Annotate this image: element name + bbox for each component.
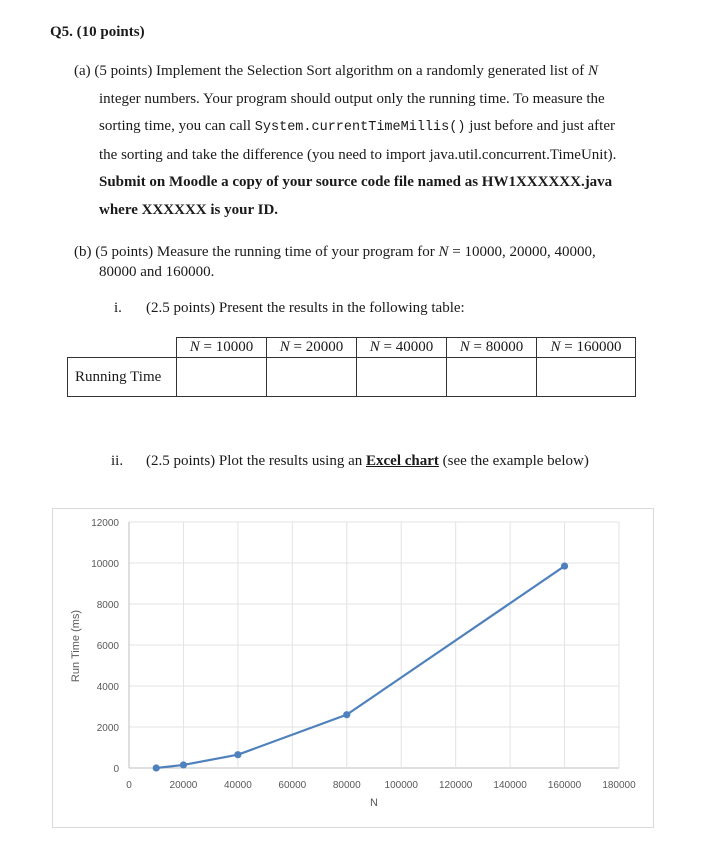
data-point	[153, 764, 160, 771]
data-point	[561, 562, 568, 569]
x-tick-label: 120000	[438, 780, 473, 791]
table-header: N = 10000	[177, 338, 267, 358]
x-tick-labels	[126, 780, 636, 791]
table-header: N = 40000	[357, 338, 447, 358]
part-b-line-1-pre: (b) (5 points) Measure the running time of your program for	[74, 244, 439, 260]
sub-ii-pre: (2.5 points) Plot the results using an	[146, 453, 366, 469]
x-tick-label: 60000	[278, 780, 307, 791]
excel-chart-link[interactable]: Excel chart	[366, 453, 439, 469]
var-n-b: N	[438, 244, 449, 260]
data-point	[180, 761, 187, 768]
part-a-line-4: the sorting and take the difference (you need to import java.util.concurrent.TimeUnit).	[99, 146, 617, 163]
x-axis-label: N	[370, 797, 378, 809]
table-header: N = 160000	[537, 338, 636, 358]
part-a-line-1: (a) (5 points) Implement the Selection Sort algorithm on a randomly generated list of	[74, 63, 589, 79]
table-header: N = 80000	[447, 338, 537, 358]
sub-ii-post: (see the example below)	[438, 453, 589, 469]
part-b-line-1-post: = 10000, 20000, 40000,	[448, 244, 596, 260]
y-tick-label: 0	[113, 764, 119, 775]
x-tick-label: 80000	[332, 780, 361, 791]
sub-i-number: i.	[114, 300, 122, 316]
y-tick-labels	[91, 518, 119, 775]
data-point	[234, 751, 241, 758]
part-a-line-3-post: just before and just after	[465, 118, 615, 134]
y-tick-label: 2000	[96, 723, 119, 734]
x-tick-label: 180000	[602, 780, 636, 791]
y-tick-label: 12000	[91, 518, 119, 529]
y-axis-label: Run Time (ms)	[70, 609, 82, 683]
var-n: N	[588, 63, 599, 79]
x-tick-label: 40000	[223, 780, 252, 791]
sub-i-text: (2.5 points) Present the results in the following table:	[146, 300, 465, 316]
question-title: Q5. (10 points)	[50, 24, 145, 40]
series-run-time	[153, 562, 569, 771]
part-a-line-5: Submit on Moodle a copy of your source code file named as HW1XXXXXX.java	[99, 174, 613, 190]
part-a-line-6: where XXXXXX is your ID.	[99, 201, 279, 218]
sub-ii-number: ii.	[111, 453, 124, 469]
series-line	[156, 566, 564, 768]
y-tick-label: 8000	[96, 600, 119, 611]
x-tick-label: 140000	[493, 780, 527, 791]
y-tick-label: 10000	[91, 559, 119, 570]
x-tick-label: 20000	[169, 780, 198, 791]
table-header: N = 20000	[267, 338, 357, 358]
x-tick-label: 100000	[384, 780, 418, 791]
row-label: Running Time	[68, 358, 177, 397]
part-b-line-2: 80000 and 160000.	[99, 264, 215, 280]
x-tick-label: 160000	[547, 780, 582, 791]
y-tick-label: 6000	[96, 641, 119, 652]
data-point	[343, 711, 350, 718]
y-tick-label: 4000	[96, 682, 119, 693]
x-tick-label: 0	[126, 780, 132, 791]
code-snippet: System.currentTimeMillis()	[254, 120, 466, 135]
part-a-line-3-pre: sorting time, you can call	[99, 118, 255, 134]
part-a-line-2: integer numbers. Your program should output only the running time. To measure the	[99, 90, 605, 107]
chart-grid	[129, 522, 619, 768]
